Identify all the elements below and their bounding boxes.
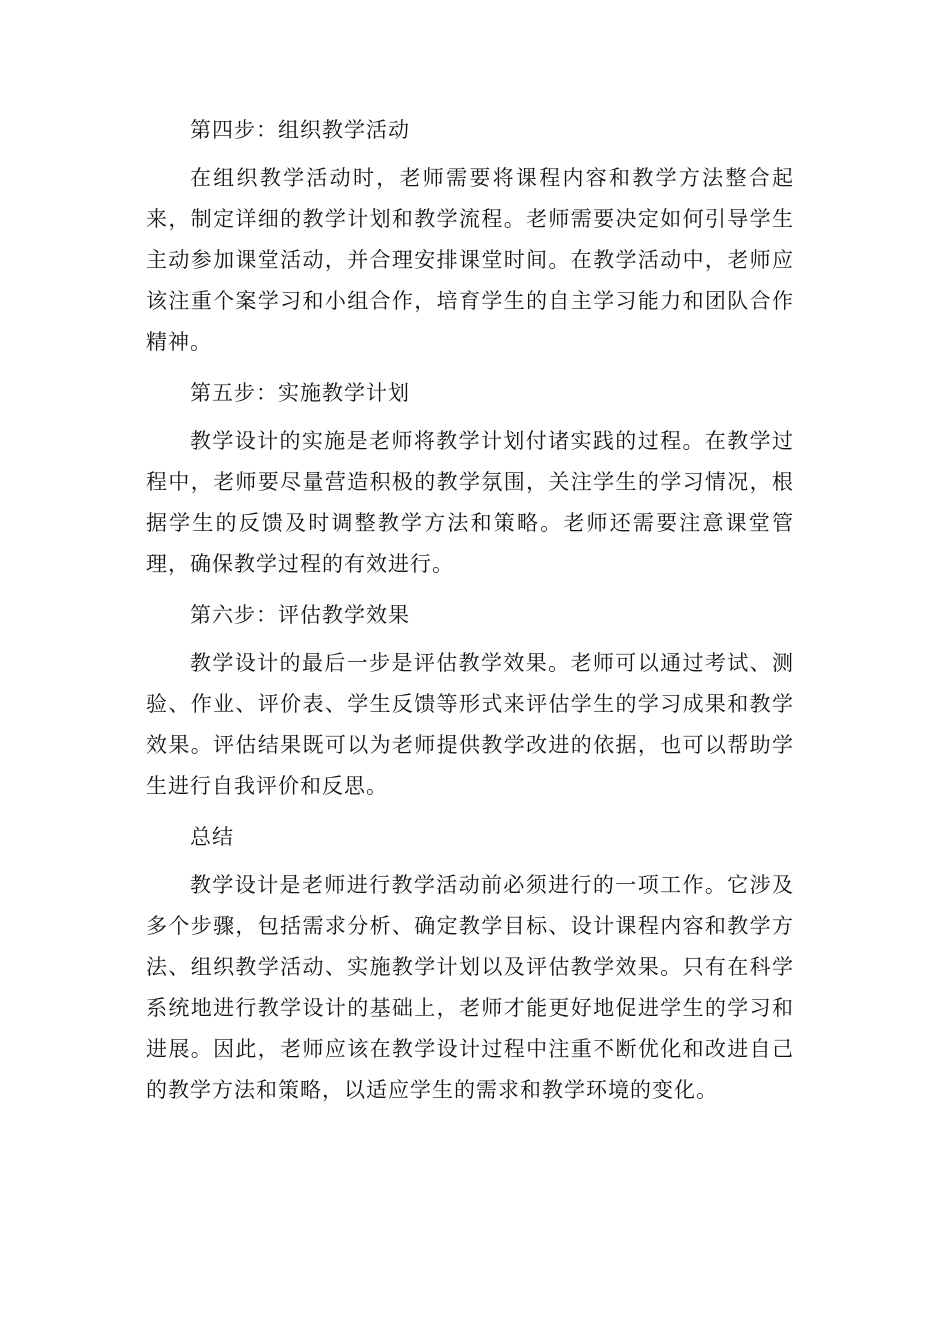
section-heading-step4: 第四步：组织教学活动: [190, 118, 410, 142]
section-body-step4: 在组织教学活动时，老师需要将课程内容和教学方法整合起来，制定详细的教学计划和教学流程。老师需要决定如何引导学生主动参加课堂活动，并合理安排课堂时间。在教学活动中，老师应该注重个案学习和小组合作，培育学生的自主学习能力和团队合作精神。: [146, 166, 794, 354]
section-body-summary: 教学设计是老师进行教学活动前必须进行的一项工作。它涉及多个步骤，包括需求分析、确定教学目标、设计课程内容和教学方法、组织教学活动、实施教学计划以及评估教学效果。只有在科学系统地进行教学设计的基础上，老师才能更好地促进学生的学习和进展。因此，老师应该在教学设计过程中注重不断优化和改进自己的教学方法和策略，以适应学生的需求和教学环境的变化。: [146, 873, 794, 1102]
section-body-step5: 教学设计的实施是老师将教学计划付诸实践的过程。在教学过程中，老师要尽量营造积极的教学氛围，关注学生的学习情况，根据学生的反馈及时调整教学方法和策略。老师还需要注意课堂管理，确保教学过程的有效进行。: [146, 429, 794, 576]
section-body-step6: 教学设计的最后一步是评估教学效果。老师可以通过考试、测验、作业、评价表、学生反馈等形式来评估学生的学习成果和教学效果。评估结果既可以为老师提供教学改进的依据，也可以帮助学生进行自我评价和反思。: [146, 651, 794, 798]
section-heading-step5: 第五步：实施教学计划: [190, 381, 410, 405]
document-page: [146, 108, 794, 1119]
section-heading-summary: 总结: [190, 825, 234, 849]
section-heading-step6: 第六步：评估教学效果: [190, 603, 410, 627]
